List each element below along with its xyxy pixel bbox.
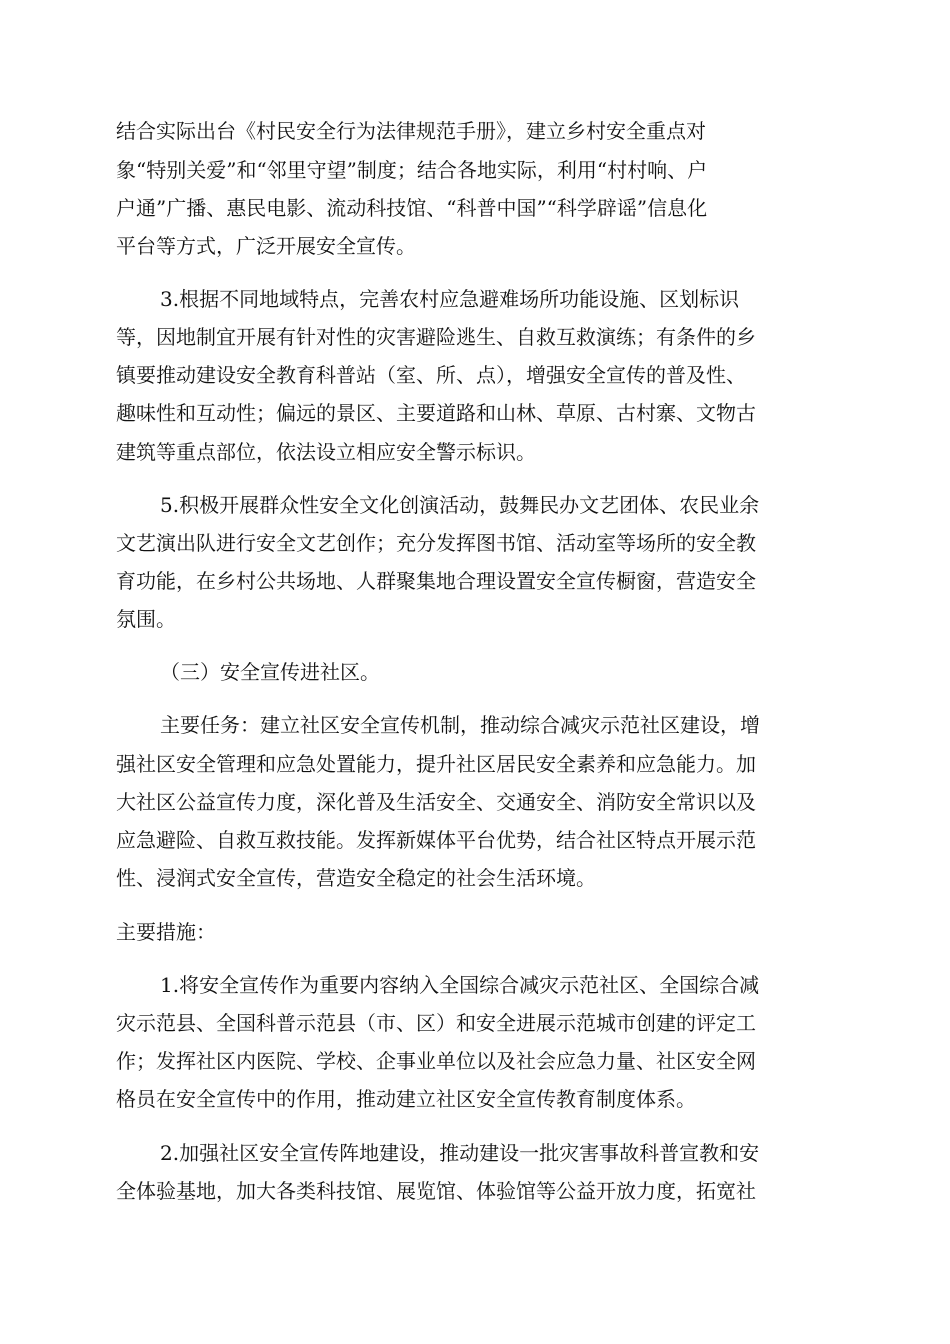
- text-line: 象“特别关爱”和“邻里守望”制度；结合各地实际，利用“村村响、户: [116, 158, 708, 182]
- text-line: 镇要推动建设安全教育科普站（室、所、点），增强安全宣传的普及性、: [116, 363, 746, 387]
- text-line: 平台等方式，广泛开展安全宣传。: [116, 234, 416, 258]
- text-line: 文艺演出队进行安全文艺创作；充分发挥图书馆、活动室等场所的安全教: [116, 531, 756, 555]
- text-line: 强社区安全管理和应急处置能力，提升社区居民安全素养和应急能力。加: [116, 752, 756, 776]
- text-line: 格员在安全宣传中的作用，推动建立社区安全宣传教育制度体系。: [116, 1087, 696, 1111]
- text-line: 1.将安全宣传作为重要内容纳入全国综合减灾示范社区、全国综合减: [160, 973, 760, 997]
- text-line: 主要任务：建立社区安全宣传机制，推动综合减灾示范社区建设，增: [160, 713, 760, 737]
- text-line: 结合实际出台《村民安全行为法律规范手册》，建立乡村安全重点对: [116, 119, 706, 143]
- text-line: 建筑等重点部位，依法设立相应安全警示标识。: [116, 440, 536, 464]
- text-line: 氛围。: [116, 607, 176, 631]
- section-heading: （三）安全宣传进社区。: [160, 660, 380, 684]
- text-line: 户通”广播、惠民电影、流动科技馆、“科普中国”“科学辟谣”信息化: [116, 196, 708, 220]
- text-line: 性、浸润式安全宣传，营造安全稳定的社会生活环境。: [116, 866, 596, 890]
- text-line: 作；发挥社区内医院、学校、企事业单位以及社会应急力量、社区安全网: [116, 1049, 756, 1073]
- text-line: 等，因地制宜开展有针对性的灾害避险逃生、自救互救演练；有条件的乡: [116, 325, 756, 349]
- text-line: 2.加强社区安全宣传阵地建设，推动建设一批灾害事故科普宣教和安: [160, 1141, 760, 1165]
- text-line: 全体验基地，加大各类科技馆、展览馆、体验馆等公益开放力度，拓宽社: [116, 1179, 756, 1203]
- text-line: 应急避险、自救互救技能。发挥新媒体平台优势，结合社区特点开展示范: [116, 828, 756, 852]
- text-line: 趣味性和互动性；偏远的景区、主要道路和山林、草原、古村寨、文物古: [116, 401, 756, 425]
- text-line: 育功能，在乡村公共场地、人群聚集地合理设置安全宣传橱窗，营造安全: [116, 569, 756, 593]
- text-line: 大社区公益宣传力度，深化普及生活安全、交通安全、消防安全常识以及: [116, 790, 756, 814]
- text-line: 3.根据不同地域特点，完善农村应急避难场所功能设施、区划标识: [160, 287, 740, 311]
- text-line: 主要措施：: [116, 920, 216, 944]
- text-line: 灾示范县、全国科普示范县（市、区）和安全进展示范城市创建的评定工: [116, 1011, 756, 1035]
- text-line: 5.积极开展群众性安全文化创演活动，鼓舞民办文艺团体、农民业余: [160, 493, 760, 517]
